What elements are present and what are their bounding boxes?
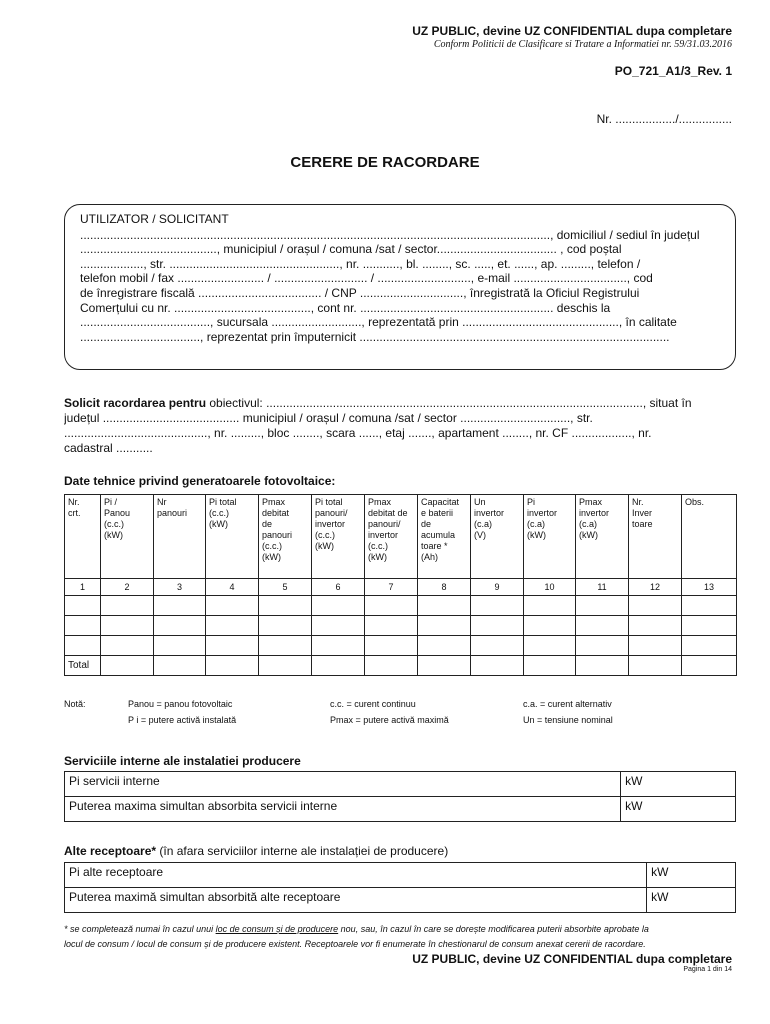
column-number: 9 bbox=[471, 579, 524, 596]
footnote bbox=[64, 922, 736, 952]
table-cell[interactable] bbox=[682, 656, 737, 676]
request-lead: Solicit racordarea pentru bbox=[64, 396, 207, 410]
applicant-line[interactable]: de înregistrare fiscală ..................................... / CNP ..............................., înregistrată la Oficiul Registrului bbox=[80, 285, 640, 300]
table-row bbox=[65, 863, 736, 888]
column-header: Pmax debitat de panouri (c.c.) (kW) bbox=[259, 495, 312, 579]
table-row bbox=[65, 888, 736, 913]
row-label: Puterea maximă simultan absorbită alte receptoare bbox=[65, 888, 647, 913]
table-cell[interactable] bbox=[471, 596, 524, 616]
column-header: Pmax invertor (c.a) (kW) bbox=[576, 495, 629, 579]
column-header: Nr. crt. bbox=[65, 495, 101, 579]
tech-table-heading: Date tehnice privind generatoarele fotovoltaice: bbox=[64, 474, 336, 488]
column-header: Pi total (c.c.) (kW) bbox=[206, 495, 259, 579]
classification-footer: UZ PUBLIC, devine UZ CONFIDENTIAL dupa completare bbox=[412, 952, 732, 966]
table-cell[interactable] bbox=[206, 636, 259, 656]
footnote-underlined: loc de consum și de producere bbox=[215, 924, 339, 934]
internal-services-table bbox=[64, 771, 736, 822]
column-number: 10 bbox=[524, 579, 576, 596]
table-cell[interactable] bbox=[154, 656, 206, 676]
table-cell[interactable] bbox=[312, 616, 365, 636]
table-row bbox=[65, 636, 737, 656]
table-cell[interactable] bbox=[206, 656, 259, 676]
table-cell[interactable] bbox=[312, 596, 365, 616]
tech-header-row bbox=[65, 495, 737, 579]
table-cell[interactable] bbox=[576, 636, 629, 656]
internal-services-heading: Serviciile interne ale instalatiei producere bbox=[64, 754, 301, 768]
table-cell[interactable] bbox=[471, 656, 524, 676]
unit-cell[interactable]: kW bbox=[647, 888, 736, 913]
column-number: 2 bbox=[101, 579, 154, 596]
table-cell[interactable] bbox=[259, 656, 312, 676]
table-cell[interactable] bbox=[101, 636, 154, 656]
total-label: Total bbox=[65, 656, 101, 676]
table-cell[interactable] bbox=[154, 616, 206, 636]
table-cell[interactable] bbox=[154, 596, 206, 616]
page-title: CERERE DE RACORDARE bbox=[290, 154, 480, 171]
table-cell[interactable] bbox=[418, 616, 471, 636]
column-number: 13 bbox=[682, 579, 737, 596]
request-objective: obiectivul: ................................................................................................................., situat în bbox=[206, 396, 692, 410]
column-header: Pmax debitat de panouri/ invertor (c.c.) (kW) bbox=[365, 495, 418, 579]
column-header: Nr. Inver toare bbox=[629, 495, 682, 579]
table-cell[interactable] bbox=[524, 596, 576, 616]
table-cell[interactable] bbox=[524, 656, 576, 676]
row-label: Pi servicii interne bbox=[65, 772, 621, 797]
column-header: Capacitat e baterii de acumula toare * (Ah) bbox=[418, 495, 471, 579]
table-cell[interactable] bbox=[101, 596, 154, 616]
column-header: Pi / Panou (c.c.) (kW) bbox=[101, 495, 154, 579]
request-section bbox=[64, 396, 744, 456]
footnote-text: nou, sau, în cazul în care se dorește modificarea puterii absorbite aprobate la bbox=[338, 924, 649, 934]
total-row bbox=[65, 656, 737, 676]
table-cell[interactable] bbox=[101, 656, 154, 676]
table-cell[interactable] bbox=[682, 596, 737, 616]
column-number: 11 bbox=[576, 579, 629, 596]
table-cell[interactable] bbox=[365, 636, 418, 656]
column-number: 3 bbox=[154, 579, 206, 596]
table-cell[interactable] bbox=[365, 656, 418, 676]
table-cell[interactable] bbox=[576, 656, 629, 676]
footnote-line: locul de consum / locul de consum și de producere existent. Receptoarele vor fi enumerate în chestionarul de consum anexat cererii de racordare. bbox=[64, 939, 646, 949]
column-number: 4 bbox=[206, 579, 259, 596]
table-cell[interactable] bbox=[312, 636, 365, 656]
request-line[interactable]: ..........................................., nr. ........., bloc ........, scara ......, etaj ......., apartament ........, nr. CF .................., nr. bbox=[64, 426, 652, 440]
other-receivers-title: Alte receptoare* bbox=[64, 844, 157, 858]
column-header: Pi total panouri/ invertor (c.c.) (kW) bbox=[312, 495, 365, 579]
column-number: 6 bbox=[312, 579, 365, 596]
note-item: c.a. = curent alternativ bbox=[523, 699, 612, 709]
other-receivers-heading bbox=[64, 844, 448, 858]
page-number: Pagina 1 din 14 bbox=[683, 966, 732, 973]
table-cell[interactable] bbox=[576, 616, 629, 636]
table-cell[interactable] bbox=[418, 596, 471, 616]
column-header: Nr panouri bbox=[154, 495, 206, 579]
table-cell[interactable] bbox=[154, 636, 206, 656]
tech-data-table bbox=[64, 494, 737, 676]
request-line[interactable]: cadastral ........... bbox=[64, 441, 153, 455]
applicant-line[interactable]: ........................................., municipiul / orașul / comuna /sat / sector.................................... , cod poștal bbox=[80, 242, 622, 257]
table-row bbox=[65, 616, 737, 636]
note-item: Pmax = putere activă maximă bbox=[330, 715, 449, 725]
note-item: c.c. = curent continuu bbox=[330, 699, 416, 709]
unit-cell[interactable]: kW bbox=[621, 797, 736, 822]
table-cell[interactable] bbox=[471, 616, 524, 636]
table-cell[interactable] bbox=[206, 596, 259, 616]
table-cell[interactable] bbox=[259, 616, 312, 636]
column-number: 8 bbox=[418, 579, 471, 596]
other-receivers-subtitle: (în afara serviciilor interne ale instalației de producere) bbox=[156, 844, 449, 858]
applicant-line[interactable]: ..................., str. ..................................................., nr. ..........., bl. ........, sc. ....., et. ......, ap. ........., telefon / bbox=[80, 256, 641, 271]
row-label: Puterea maxima simultan absorbita servicii interne bbox=[65, 797, 621, 822]
table-cell[interactable] bbox=[629, 636, 682, 656]
unit-cell[interactable]: kW bbox=[647, 863, 736, 888]
table-cell[interactable] bbox=[65, 596, 101, 616]
policy-reference: Conform Politicii de Clasificare si Tratare a Informatiei nr. 59/31.03.2016 bbox=[433, 39, 732, 50]
column-header: Pi invertor (c.a) (kW) bbox=[524, 495, 576, 579]
table-cell[interactable] bbox=[629, 616, 682, 636]
note-item: Un = tensiune nominal bbox=[523, 715, 613, 725]
column-header: Obs. bbox=[682, 495, 737, 579]
column-number-row bbox=[65, 579, 737, 596]
table-cell[interactable] bbox=[418, 656, 471, 676]
table-cell[interactable] bbox=[259, 596, 312, 616]
note-label: Notă: bbox=[64, 699, 86, 709]
table-cell[interactable] bbox=[629, 656, 682, 676]
column-number: 1 bbox=[65, 579, 101, 596]
column-number: 7 bbox=[365, 579, 418, 596]
other-receivers-table bbox=[64, 862, 736, 913]
request-line[interactable] bbox=[64, 396, 744, 411]
table-row bbox=[65, 772, 736, 797]
applicant-line[interactable]: Comerțului cu nr. ........................................., cont nr. .......................................................... deschis la bbox=[80, 300, 611, 315]
applicant-line[interactable]: ...................................., reprezentat prin împuternicit ............................................................................................. bbox=[80, 329, 670, 344]
footnote-text: * se completează numai în cazul unui bbox=[64, 924, 216, 934]
table-cell[interactable] bbox=[524, 616, 576, 636]
table-cell[interactable] bbox=[101, 616, 154, 636]
table-cell[interactable] bbox=[65, 636, 101, 656]
table-cell[interactable] bbox=[365, 616, 418, 636]
table-cell[interactable] bbox=[576, 596, 629, 616]
form-code: PO_721_A1/3_Rev. 1 bbox=[614, 64, 732, 78]
table-cell[interactable] bbox=[418, 636, 471, 656]
applicant-line[interactable]: telefon mobil / fax .......................... / ............................ / ............................, e-mail .................................., cod bbox=[80, 271, 653, 286]
applicant-line[interactable]: ............................................................................................................................................., domiciliul / sediul în județul bbox=[80, 227, 700, 242]
table-cell[interactable] bbox=[312, 656, 365, 676]
row-label: Pi alte receptoare bbox=[65, 863, 647, 888]
request-line[interactable]: județul ......................................... municipiul / orașul / comuna /sat / sector ................................., str. bbox=[64, 411, 593, 425]
table-cell[interactable] bbox=[471, 636, 524, 656]
table-cell[interactable] bbox=[682, 636, 737, 656]
document-number-field[interactable]: Nr. ................../................ bbox=[596, 112, 732, 126]
table-cell[interactable] bbox=[259, 636, 312, 656]
applicant-section bbox=[80, 212, 720, 344]
table-row bbox=[65, 797, 736, 822]
classification-header: UZ PUBLIC, devine UZ CONFIDENTIAL dupa completare bbox=[412, 24, 732, 38]
applicant-line[interactable]: ......................................., sucursala ..........................., reprezentată prin ..............................................., în calitate bbox=[80, 315, 677, 330]
unit-cell[interactable]: kW bbox=[621, 772, 736, 797]
column-number: 5 bbox=[259, 579, 312, 596]
table-cell[interactable] bbox=[206, 616, 259, 636]
column-header: Un invertor (c.a) (V) bbox=[471, 495, 524, 579]
table-cell[interactable] bbox=[629, 596, 682, 616]
column-number: 12 bbox=[629, 579, 682, 596]
table-cell[interactable] bbox=[65, 616, 101, 636]
note-item: Panou = panou fotovoltaic bbox=[128, 699, 233, 709]
table-cell[interactable] bbox=[365, 596, 418, 616]
table-cell[interactable] bbox=[682, 616, 737, 636]
table-row bbox=[65, 596, 737, 616]
note-item: P i = putere activă instalată bbox=[128, 715, 237, 725]
table-cell[interactable] bbox=[524, 636, 576, 656]
applicant-heading: UTILIZATOR / SOLICITANT bbox=[80, 212, 229, 226]
